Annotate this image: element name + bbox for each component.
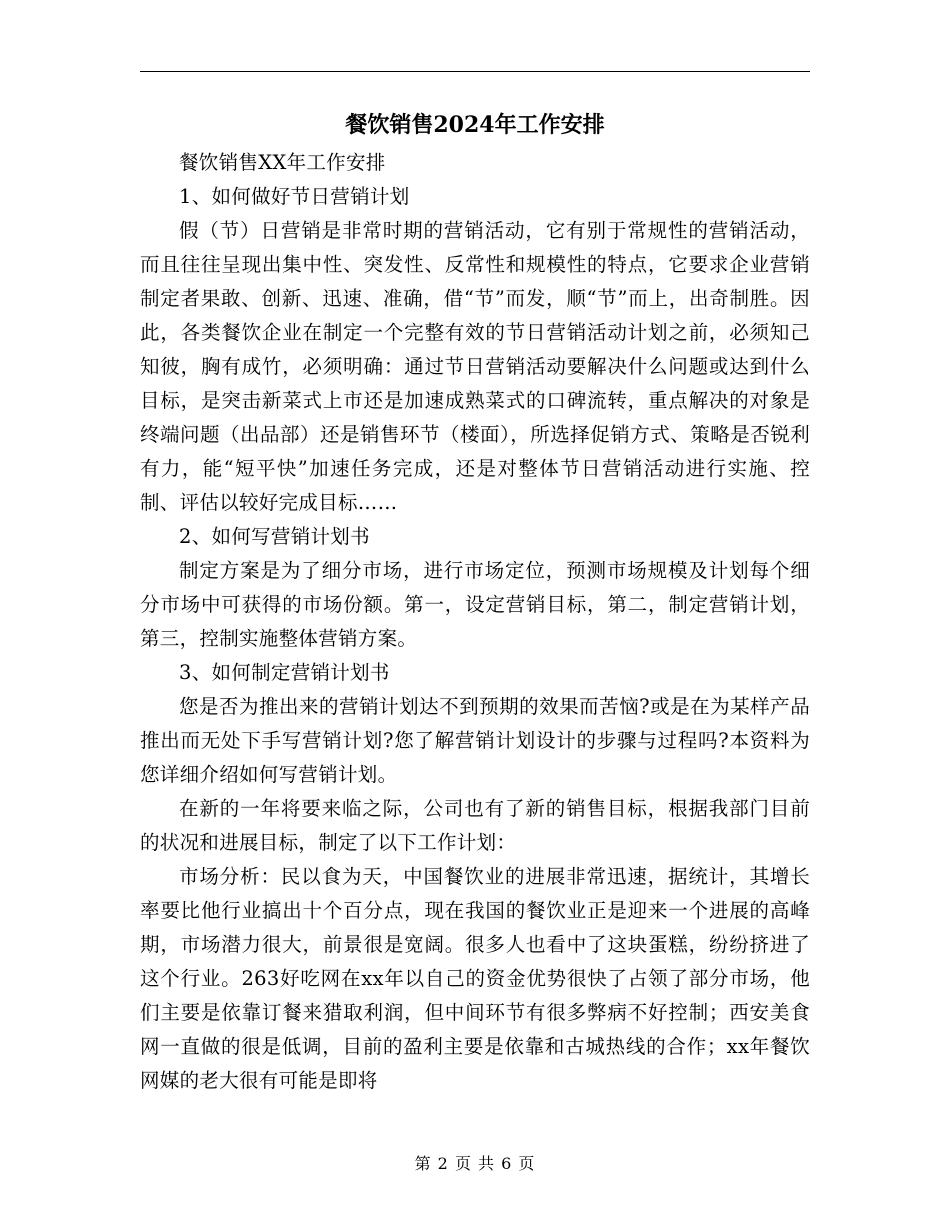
paragraph-new-year: 在新的一年将要来临之际，公司也有了新的销售目标，根据我部门目前的状况和进展目标，制定了以下工作计划： (140, 797, 810, 854)
document-body (140, 146, 810, 1098)
header-rule (140, 71, 810, 72)
paragraph-heading-1: 1、如何做好节日营销计划 (179, 185, 410, 208)
paragraph-heading-2: 2、如何写营销计划书 (179, 525, 370, 548)
paragraph-market-analysis: 市场分析：民以食为天，中国餐饮业的进展非常迅速，据统计，其增长率要比他行业搞出十个百分点，现在我国的餐饮业正是迎来一个进展的高峰期，市场潜力很大，前景很是宽阔。很多人也看中了这块蛋糕，纷纷挤进了这个行业。263好吃网在xx年以自己的资金优势很快了占领了部分市场，他们主要是依靠订餐来猎取利润，但中间环节有很多弊病不好控制；西安美食网一直做的很是低调，目前的盈利主要是依靠和古城热线的合作；xx年餐饮网媒的老大很有可能是即将 (140, 865, 810, 1092)
document-title: 餐饮销售2024年工作安排 (345, 112, 605, 138)
paragraph-heading-3: 3、如何制定营销计划书 (179, 661, 390, 684)
paragraph-subtitle: 餐饮销售XX年工作安排 (179, 151, 386, 174)
page-number: 第 2 页 共 6 页 (414, 1154, 536, 1173)
paragraph-plan-writing: 制定方案是为了细分市场，进行市场定位，预测市场规模及计划每个细分市场中可获得的市场份额。第一，设定营销目标，第二，制定营销计划，第三，控制实施整体营销方案。 (140, 559, 810, 650)
paragraph-plan-question: 您是否为推出来的营销计划达不到预期的效果而苦恼?或是在为某样产品推出而无处下手写营销计划?您了解营销计划设计的步骤与过程吗?本资料为您详细介绍如何写营销计划。 (140, 695, 810, 786)
paragraph-holiday-marketing: 假（节）日营销是非常时期的营销活动，它有别于常规性的营销活动，而且往往呈现出集中性、突发性、反常性和规模性的特点，它要求企业营销制定者果敢、创新、迅速、准确，借“节”而发，顺“节”而上，出奇制胜。因此，各类餐饮企业在制定一个完整有效的节日营销活动计划之前，必须知己知彼，胸有成竹，必须明确：通过节日营销活动要解决什么问题或达到什么目标，是突击新菜式上市还是加速成熟菜式的口碑流转，重点解决的对象是终端问题（出品部）还是销售环节（楼面），所选择促销方式、策略是否锐利有力，能“短平快”加速任务完成，还是对整体节日营销活动进行实施、控制、评估以较好完成目标…… (140, 219, 810, 514)
